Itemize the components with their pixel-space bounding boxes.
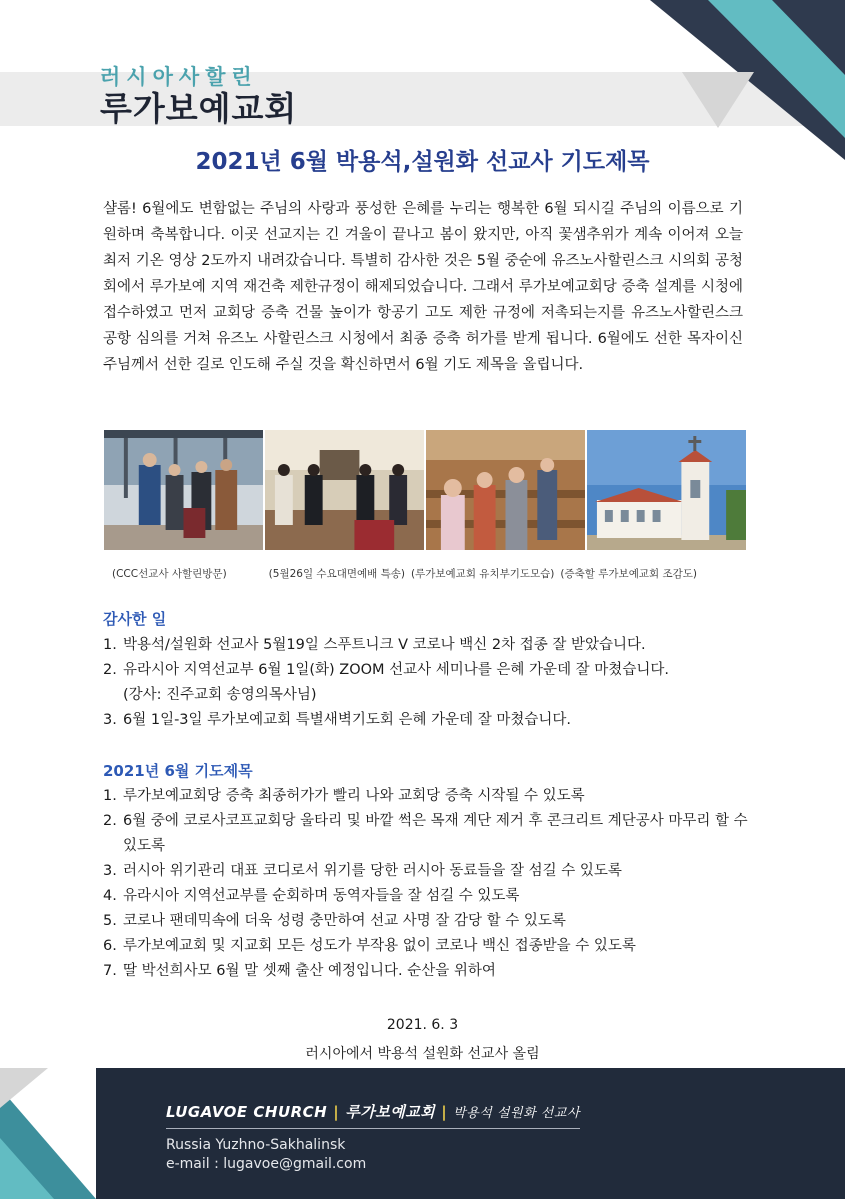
letter-signature: 러시아에서 박용석 설원화 선교사 올림 (305, 1046, 540, 1062)
photo-captions (104, 566, 746, 581)
page-title: 2021년 6월 박용석,설원화 선교사 기도제목 (195, 149, 650, 175)
footer-corner-decoration (0, 1068, 120, 1199)
list-item: 1. 루가보예교회당 증축 최종허가가 빨리 나와 교회당 증축 시작될 수 있도록 (103, 788, 585, 804)
list-item-continuation: (강사: 진주교회 송영의목사님) (123, 687, 317, 703)
thanks-heading: 감사한 일 (103, 610, 167, 628)
list-item: 7. 딸 박선희사모 6월 말 셋째 출산 예정입니다. 순산을 위하여 (103, 963, 496, 979)
thanks-list (103, 633, 763, 733)
list-item: 3. 6월 1일-3일 루가보예교회 특별새벽기도회 은혜 가운데 잘 마쳤습니다. (103, 712, 571, 728)
photo-worship-choir (265, 430, 424, 550)
caption-3: (루가보예교회 유치부기도모습) (411, 568, 555, 580)
footer-brand-name: LUGAVOE CHURCH (166, 1103, 328, 1121)
footer-church-name: 루가보예교회 (345, 1103, 436, 1121)
footer-divider: | (333, 1103, 340, 1121)
list-item: 1. 박용석/설원화 선교사 5월19일 스푸트니크 V 코로나 백신 2차 접종 잘 받았습니다. (103, 637, 646, 653)
footer-brand (166, 1101, 580, 1122)
footer-divider: | (441, 1103, 448, 1121)
list-item: 6. 루가보예교회 및 지교회 모든 성도가 부작용 없이 코로나 백신 접종받을 수 있도록 (103, 938, 636, 954)
photo-airport-visit (104, 430, 263, 550)
footer-divider-line (166, 1128, 580, 1129)
footer-email[interactable]: e-mail : lugavoe@gmail.com (166, 1156, 367, 1172)
list-item: 4. 유라시아 지역선교부를 순회하며 동역자들을 잘 섬길 수 있도록 (103, 888, 520, 904)
footer-band (0, 1068, 845, 1199)
caption-2: (5월26일 수요대면예배 특송) (268, 568, 406, 580)
caption-4: (증축할 루가보예교회 조감도) (560, 568, 697, 580)
logo-subtitle: 러시아사할린 (100, 65, 258, 89)
logo-title: 루가보예교회 (100, 89, 298, 128)
footer-contact (166, 1136, 366, 1174)
photo-church-rendering (587, 430, 746, 550)
list-item: 5. 코로나 팬데믹속에 더욱 성령 충만하여 선교 사명 잘 감당 할 수 있도록 (103, 913, 566, 929)
prayer-list (103, 784, 763, 984)
intro-paragraph: 샬롬! 6월에도 변함없는 주님의 사랑과 풍성한 은혜를 누리는 행복한 6월 되시길 주님의 이름으로 기원하며 축복합니다. 이곳 선교지는 긴 겨울이 끝나고 봄이 왔지만, 아직 꽃샘추위가 계속 이어져 오늘 최저 기온 영상 2도까지 내려갔습니다. 특별히 감사한 것은 5월 중순에 유즈노사할린스크 시의회 공청회에서 루가보예 지역 재건축 제한규정이 해제되었습니다. 그래서 루가보예교회당 증축 설계를 시청에 접수하였고 먼저 교회당 증축 건물 높이가 항공기 고도 제한 규정에 저촉되는지를 유즈노사할린스크 공항 심의를 거쳐 유즈노 사할린스크 시청에서 최종 증축 허가를 받게 됩니다. 6월에도 선한 목자이신 주님께서 선한 길로 인도해 주실 것을 확신하면서 6월 기도 제목을 올립니다. (103, 201, 743, 373)
caption-1: (CCC선교사 사할린방문) (112, 568, 227, 580)
photo-strip (104, 430, 746, 550)
prayer-heading: 2021년 6월 기도제목 (103, 762, 253, 780)
photo-children-praying (426, 430, 585, 550)
list-item: 3. 러시아 위기관리 대표 코디로서 위기를 당한 러시아 동료들을 잘 섬길 수 있도록 (103, 863, 622, 879)
list-item: 2. 유라시아 지역선교부 6월 1일(화) ZOOM 선교사 세미나를 은혜 가운데 잘 마쳤습니다. (103, 662, 669, 678)
footer-missionaries: 박용석 설원화 선교사 (453, 1106, 580, 1121)
header-corner-decoration (612, 0, 845, 160)
footer-address: Russia Yuzhno-Sakhalinsk (166, 1137, 346, 1153)
letter-date: 2021. 6. 3 (386, 1017, 459, 1033)
church-logo (100, 64, 297, 128)
list-item: 2. 6월 중에 코로사코프교회당 울타리 및 바깥 썩은 목재 계단 제거 후 콘크리트 계단공사 마무리 할 수 있도록 (103, 813, 748, 854)
